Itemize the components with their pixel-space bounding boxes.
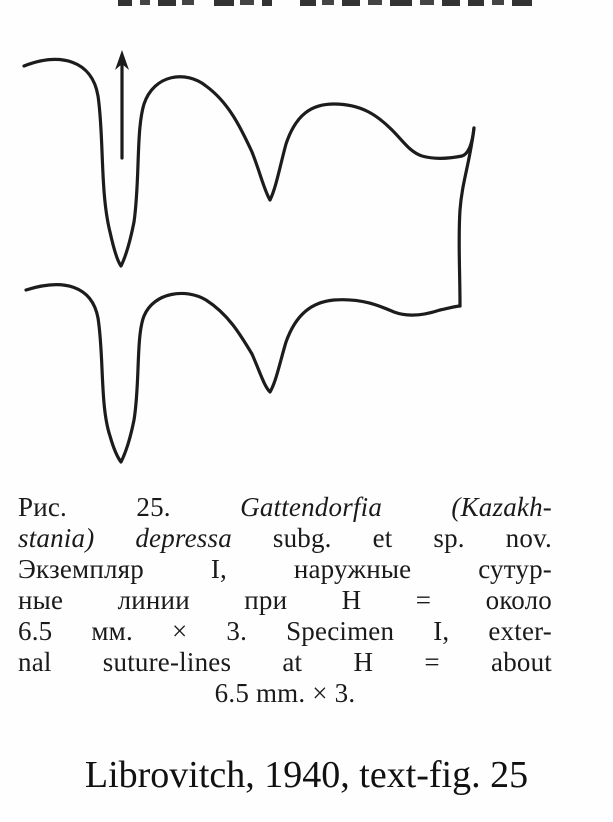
- upper-suture-line: [24, 59, 474, 266]
- caption-genus-name: Gattendorfia (Kazakh-: [240, 492, 552, 522]
- caption-line-3: Экземпляр I, наружные сутур-: [18, 554, 552, 584]
- caption-taxon-note: subg. et sp. nov.: [231, 523, 552, 553]
- caption-line-5: 6.5 мм. × 3. Specimen I, exter-: [18, 616, 552, 646]
- caption-line-2: [18, 523, 552, 554]
- caption-line-4: ные линии при H = около: [18, 585, 552, 615]
- caption-line-1: [18, 492, 552, 523]
- source-credit: Librovitch, 1940, text-fig. 25: [84, 754, 529, 796]
- caption-line-6: nal suture-lines at H = about: [18, 647, 552, 677]
- figure-caption: [18, 492, 552, 709]
- caption-line-7: 6.5 mm. × 3.: [214, 678, 356, 708]
- caption-species-name: stania) depressa: [18, 523, 232, 553]
- caption-figure-number: Рис. 25.: [18, 492, 241, 522]
- lower-suture-line: [26, 285, 460, 462]
